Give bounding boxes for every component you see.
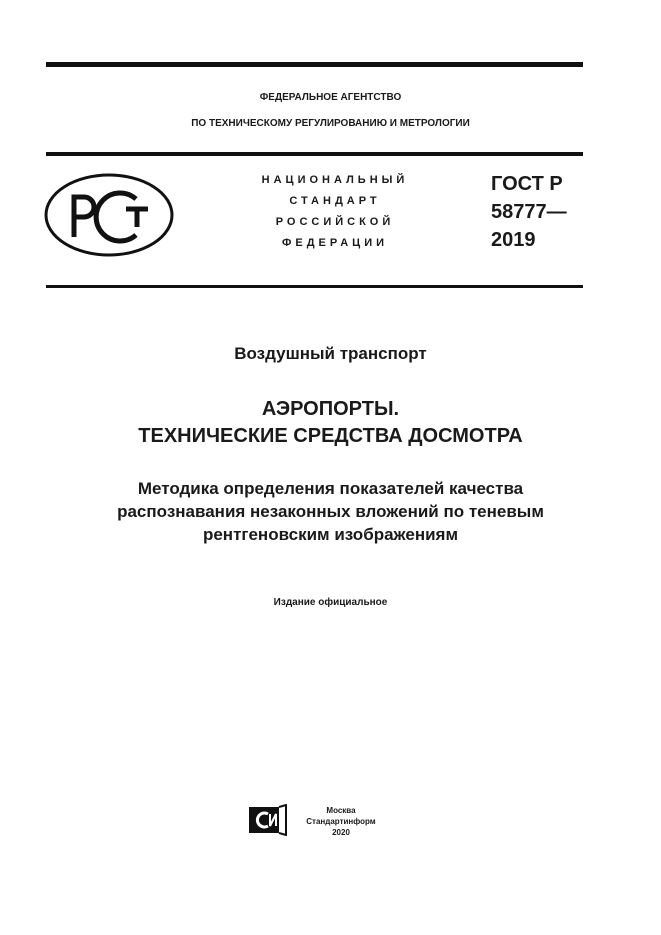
subtitle-line: рентгеновским изображениям xyxy=(202,525,459,544)
main-title-line: АЭРОПОРТЫ. xyxy=(261,398,400,420)
agency-line-1: ФЕДЕРАЛЬНОЕ АГЕНТСТВО xyxy=(259,92,402,103)
gost-logo-icon xyxy=(44,173,174,257)
edition-label: Издание официальное xyxy=(273,597,388,608)
standard-line: НАЦИОНАЛЬНЫЙ xyxy=(261,174,409,186)
code-line: 58777— xyxy=(491,201,567,223)
main-title-line: ТЕХНИЧЕСКИЕ СРЕДСТВА ДОСМОТРА xyxy=(138,425,523,447)
publisher-name: Стандартинформ xyxy=(306,817,376,826)
standard-line: ФЕДЕРАЦИИ xyxy=(281,237,389,249)
top-rule xyxy=(46,62,583,67)
standard-line: СТАНДАРТ xyxy=(289,195,381,207)
publisher-info xyxy=(296,805,386,838)
rule-3 xyxy=(46,285,583,288)
subtitle xyxy=(0,477,661,546)
standartinform-logo-icon xyxy=(248,804,288,836)
main-title xyxy=(0,396,661,450)
subtitle-line: распознавания незаконных вложений по теневым xyxy=(117,502,544,521)
publisher-year: 2020 xyxy=(332,828,350,837)
standard-line: РОССИЙСКОЙ xyxy=(275,216,395,228)
publisher-city: Москва xyxy=(326,806,356,815)
subtitle-line: Методика определения показателей качества xyxy=(137,479,524,498)
code-line: 2019 xyxy=(491,229,536,251)
national-standard-label xyxy=(240,170,430,254)
agency-line-2: ПО ТЕХНИЧЕСКОМУ РЕГУЛИРОВАНИЮ И МЕТРОЛОГИИ xyxy=(191,118,470,129)
category-title: Воздушный транспорт xyxy=(234,344,427,363)
rule-2 xyxy=(46,152,583,156)
code-line: ГОСТ Р xyxy=(491,173,563,195)
standard-code xyxy=(491,170,567,254)
